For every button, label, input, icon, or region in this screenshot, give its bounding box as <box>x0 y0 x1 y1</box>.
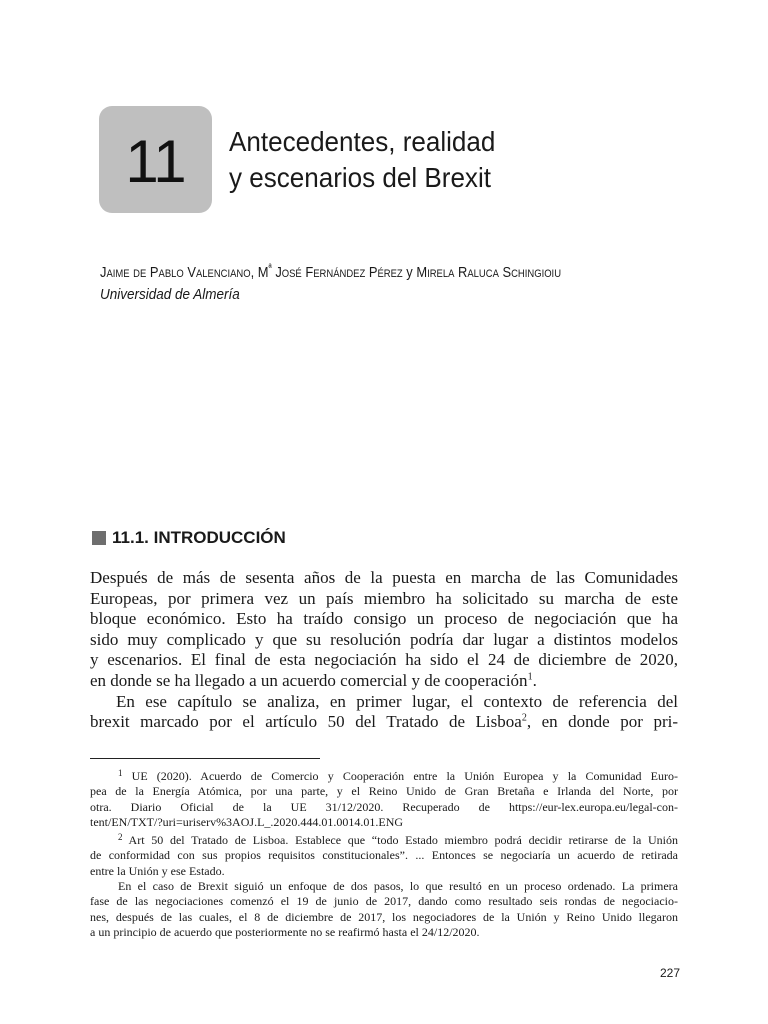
text-fragment: . <box>532 670 537 690</box>
affiliation: Universidad de Almería <box>100 286 240 303</box>
footnote-1-line <box>90 766 678 784</box>
page-number: 227 <box>659 966 680 980</box>
text-line: bloque económico. Esto ha traído consigo un proceso de negociación que ha <box>90 609 678 629</box>
author-text: S <box>502 264 512 281</box>
chapter-number: 11 <box>125 127 186 195</box>
section-heading-text: 11.1. INTRODUCCIÓN <box>112 528 286 547</box>
footnote-2-continuation-line: a un principio de acuerdo que posteriormente no se reafirmó hasta el 24/12/2020. <box>90 924 480 939</box>
footnote-2-continuation-line: nes, después de las cuales, el 8 de diciembre de 2017, los negociadores de la Unión y Reino Unido llegaron <box>90 909 678 924</box>
body-text <box>90 568 678 733</box>
author-text: M <box>416 264 428 281</box>
chapter-title <box>229 124 657 196</box>
author-ordinal: ª <box>268 263 272 274</box>
text-line <box>90 671 678 692</box>
footnote-1-mark: 1 <box>118 768 123 778</box>
author-text: ablo <box>158 264 188 281</box>
footnote-ref-2: 2 <box>521 712 527 724</box>
section-heading <box>92 528 286 548</box>
text-line: y escenarios. El final de esta negociación ha sido el 24 de diciembre de 2020, <box>90 650 678 670</box>
footnote-1-line: otra. Diario Oficial de la UE 31/12/2020. Recuperado de https://eur-lex.europa.eu/legal-con- <box>90 799 678 814</box>
footnote-2-continuation-line: En el caso de Brexit siguió un enfoque de dos pasos, lo que resultó en un proceso ordenado. La primera <box>118 879 678 894</box>
author-separator: , M <box>250 264 269 281</box>
author-text: alenciano <box>195 264 251 281</box>
text-line: Europeas, por primera vez un país miembro ha solicitado su marcha de este <box>90 588 678 608</box>
author-text: P <box>149 264 159 281</box>
author-text: ernández <box>313 264 369 281</box>
text-line <box>90 712 678 733</box>
section-square-icon <box>92 531 106 545</box>
text-line: sido muy complicado y que su resolución podría dar lugar a distintos modelos <box>90 629 678 649</box>
footnote-1-line: pea de la Energía Atómica, por una parte, y el Reino Unido de Gran Bretaña e Irlanda del Norte, por <box>90 784 678 799</box>
paragraph-1 <box>90 568 678 692</box>
author-text: R <box>458 264 468 281</box>
author-text: chingioiu <box>511 264 562 281</box>
chapter-title-line-1: Antecedentes, realidad <box>229 126 496 157</box>
author-text: érez <box>377 264 403 281</box>
author-text: aime de <box>106 264 150 281</box>
footnote-2-line <box>90 830 678 848</box>
footnote-separator <box>90 758 320 759</box>
author-text: osé <box>281 264 306 281</box>
footnote-text: Art 50 del Tratado de Lisboa. Establece que “todo Estado miembro podrá decidir retirarse de la Unión <box>122 833 678 848</box>
footnote-2-line: de conformidad con sus propios requisitos constitucionales”. ... Entonces se negociaría un acuerdo de retirada <box>90 848 678 863</box>
footnote-text: UE (2020). Acuerdo de Comercio y Cooperación entre la Unión Europea y la Comunidad Euro- <box>122 769 678 783</box>
footnote-1-line: tent/EN/TXT/?uri=uriserv%3AOJ.L_.2020.444.01.0014.01.ENG <box>90 814 404 829</box>
author-text: aluca <box>467 264 503 281</box>
authors-line <box>100 262 616 284</box>
text-fragment: brexit marcado por el artículo 50 del Tratado de Lisboa <box>90 712 522 732</box>
author-separator: y <box>402 264 417 281</box>
text-line: Después de más de sesenta años de la puesta en marcha de las Comunidades <box>90 568 678 587</box>
author-text: F <box>305 264 314 281</box>
footnotes <box>90 766 678 940</box>
author-text: V <box>187 264 196 281</box>
text-fragment: en donde se ha llegado a un acuerdo comercial y de cooperación <box>90 670 528 690</box>
chapter-title-line-2: y escenarios del Brexit <box>229 162 491 193</box>
footnote-2-mark: 2 <box>118 832 123 843</box>
author-text: J <box>100 264 107 281</box>
paragraph-2 <box>90 692 678 733</box>
text-fragment: , en donde por pri- <box>526 712 678 732</box>
footnote-ref-1: 1 <box>527 671 533 683</box>
footnote-2-continuation-line: fase de las negociaciones comenzó el 19 de junio de 2017, dando como resultado seis rondas de negociacio- <box>90 894 678 909</box>
chapter-number-box <box>99 106 212 213</box>
text-line: En ese capítulo se analiza, en primer lugar, el contexto de referencia del <box>116 691 678 711</box>
footnote-2-line: entre la Unión y ese Estado. <box>90 863 225 878</box>
author-text: irela <box>427 264 459 281</box>
author-text: J <box>271 264 282 281</box>
author-text: P <box>368 264 378 281</box>
